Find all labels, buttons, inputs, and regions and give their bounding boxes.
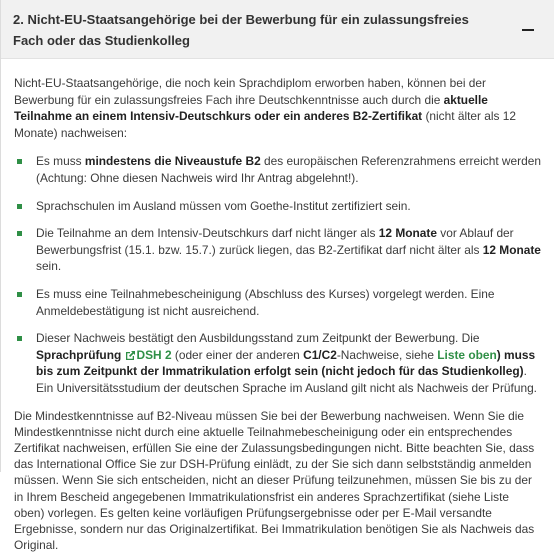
item-text: . Ein Universitätsstudium der deutschen Sprache im Ausland gilt nicht als Nachweis der Prüfung.	[36, 364, 537, 395]
item-text: Dieser Nachweis bestätigt den Ausbildungsstand zum Zeitpunkt der Bewerbung. Die	[36, 331, 480, 345]
item-bold: 12 Monate	[483, 243, 541, 257]
accordion-content	[1, 59, 554, 553]
intro-text-1: Nicht-EU-Staatsangehörige, die noch kein Sprachdiplom erworben haben, können bei der Bewerbung für ein zulassungsfreies Fach ihre Deutschkenntnisse auch durch die	[14, 76, 486, 107]
item-bold: ) muss bis zum Zeitpunkt der Immatrikulation erfolgt sein (nicht jedoch für das Studienkolleg)	[36, 348, 535, 379]
list-above-link[interactable]: Liste oben	[437, 348, 496, 362]
item-text: Sprachschulen im Ausland müssen vom Goethe-Institut zertifiziert sein.	[36, 199, 411, 213]
intro-paragraph	[14, 75, 542, 141]
item-bold: Sprachprüfung	[36, 348, 121, 362]
item-bold: 12 Monate	[379, 226, 437, 240]
accordion-title[interactable]: 2. Nicht-EU-Staatsangehörige bei der Bewerbung für ein zulassungsfreies Fach oder das Studienkolleg	[13, 9, 483, 51]
item-text: des europäischen Referenzrahmens erreicht werden (Achtung: Ohne diesen Nachweis wird Ihr Antrag abgelehnt!).	[36, 154, 541, 185]
dsh2-link-label[interactable]: DSH 2	[137, 348, 172, 362]
list-item	[14, 198, 542, 215]
external-link-icon	[125, 350, 136, 361]
intro-bold: aktuelle Teilnahme an einem Intensiv-Deutschkurs oder ein anderes B2-Zertifikat	[14, 93, 488, 124]
item-text: Es muss eine Teilnahmebescheinigung (Abschluss des Kurses) vorgelegt werden. Eine Anmeldebestätigung ist nicht ausreichend.	[36, 287, 494, 318]
square-bullet-icon	[17, 204, 22, 209]
minus-icon[interactable]	[518, 20, 542, 41]
item-bold: mindestens die Niveaustufe B2	[85, 154, 261, 168]
final-paragraph: Die Mindestkenntnisse auf B2-Niveau müssen Sie bei der Bewerbung nachweisen. Wenn Sie die Mindestkenntnisse nicht durch eine aktuelle Teilnahmebescheinigung oder ein entsprechendes Zertifikat nachweisen, erfüllen Sie eine der Zulassungsbedingungen nicht. Bitte beachten Sie, dass das International Office Sie zur DSH-Prüfung einlädt, zu der Sie sich dann selbstständig anmelden müssen. Wenn Sie sich entscheiden, nicht an dieser Prüfung teilzunehmen, müssen Sie bis zu der in Ihrem Bescheid angegebenen Immatrikulationsfrist ein anderes Sprachzertifikat (siehe Liste oben) vorlegen. Es gelten keine vorläufigen Prüfungsergebnisse oder per E-Mail versandte Ergebnisse, sondern nur das Originalzertifikat. Bei Immatrikulation benötigen Sie als Nachweis das Original.	[14, 408, 542, 553]
list-item	[14, 153, 542, 186]
square-bullet-icon	[17, 159, 22, 164]
accordion-header[interactable]	[1, 0, 554, 59]
list-item	[14, 286, 542, 319]
item-text: sein.	[36, 259, 61, 273]
item-text: (oder einer der anderen	[172, 348, 304, 362]
intro-text-2: (nicht älter als 12 Monate) nachweisen:	[14, 109, 516, 140]
square-bullet-icon	[17, 292, 22, 297]
dsh2-link[interactable]	[125, 348, 172, 362]
list-item	[14, 225, 542, 275]
item-text: Die Teilnahme an dem Intensiv-Deutschkurs darf nicht länger als	[36, 226, 379, 240]
item-bold: C1/C2	[303, 348, 337, 362]
item-text: vor Ablauf der Bewerbungsfrist (15.1. bzw. 15.7.) zurück liegen, das B2-Zertifikat darf nicht älter als	[36, 226, 514, 257]
square-bullet-icon	[17, 336, 22, 341]
list-item	[14, 330, 542, 396]
square-bullet-icon	[17, 231, 22, 236]
item-text: -Nachweise, siehe	[337, 348, 437, 362]
requirements-list	[14, 153, 542, 396]
item-text: Es muss	[36, 154, 85, 168]
